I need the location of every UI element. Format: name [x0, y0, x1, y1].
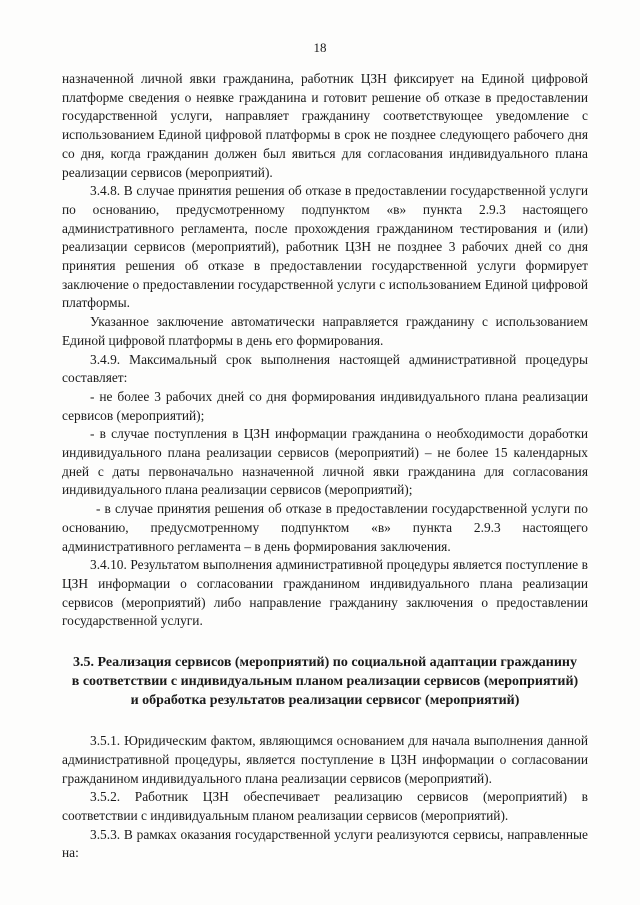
page-number: 18	[313, 40, 327, 55]
section-heading-3-5: 3.5. Реализация сервисов (мероприятий) по социальной адаптации гражданину в соответствии с индивидуальным планом реализации сервисов (мероприятий) и обработка результатов реализации сервисог (мероприятий)	[71, 655, 579, 709]
paragraph-3-5-2: 3.5.2. Работник ЦЗН обеспечивает реализацию сервисов (мероприятий) в соответствии с индивидуальным планом реализации сервисов (мероприятий).	[62, 789, 588, 823]
paragraph-3-5-1: 3.5.1. Юридическим фактом, являющимся основанием для начала выполнения данной административной процедуры, является поступление в ЦЗН информации о согласовании гражданином индивидуального плана реализации сервисов (мероприятий).	[62, 733, 588, 786]
paragraph-3-4-10: 3.4.10. Результатом выполнения административной процедуры является поступление в ЦЗН информации о согласовании гражданином индивидуального плана реализации сервисов (мероприятий) либо направление гражданину заключения о предоставлении государственной услуги.	[62, 557, 588, 629]
list-item-term-3: - в случае принятия решения об отказе в предоставлении государственной услуги по основанию, предусмотренному подпунктом «в» пункта 2.9.3 настоящего административного регламента – в день формирования заключения.	[62, 501, 588, 554]
paragraph-continuation: назначенной личной явки гражданина, работник ЦЗН фиксирует на Единой цифровой платформе сведения о неявке гражданина и готовит решение об отказе в предоставлении государственной услуги, направляет гражданину соответствующее уведомление с использованием Единой цифровой платформы в срок не позднее следующего рабочего дня со дня, когда гражданин должен был явиться для согласования индивидуального плана реализации сервисов (мероприятий).	[62, 71, 588, 180]
paragraph-3-4-9: 3.4.9. Максимальный срок выполнения настоящей административной процедуры составляет:	[62, 351, 588, 386]
document-body	[62, 70, 588, 863]
list-item-term-1: - не более 3 рабочих дней со дня формирования индивидуального плана реализации сервисов (мероприятий);	[62, 388, 588, 423]
paragraph-3-4-8: 3.4.8. В случае принятия решения об отказе в предоставлении государственной услуги по основанию, предусмотренному подпунктом «в» пункта 2.9.3 настоящего административного регламента, после прохождения гражданином тестирования и (или) реализации сервисов (мероприятий), работник ЦЗН не позднее 3 рабочих дней со дня принятия решения об отказе в предоставлении государственной услуги формирует заключение о предоставлении государственной услуги с использованием Единой цифровой платформы.	[62, 183, 588, 311]
paragraph-3-5-3: 3.5.3. В рамках оказания государственной услуги реализуются сервисы, направленные на:	[62, 826, 588, 861]
paragraph-notice: Указанное заключение автоматически направляется гражданину с использованием Единой цифровой платформы в день его формирования.	[62, 314, 588, 348]
list-item-term-2: - в случае поступления в ЦЗН информации гражданина о необходимости доработки индивидуального плана реализации сервисов (мероприятий) – не более 15 календарных дней с даты первоначально назначенной личной явки гражданина для согласования индивидуального плана реализации сервисов (мероприятий);	[62, 426, 588, 498]
